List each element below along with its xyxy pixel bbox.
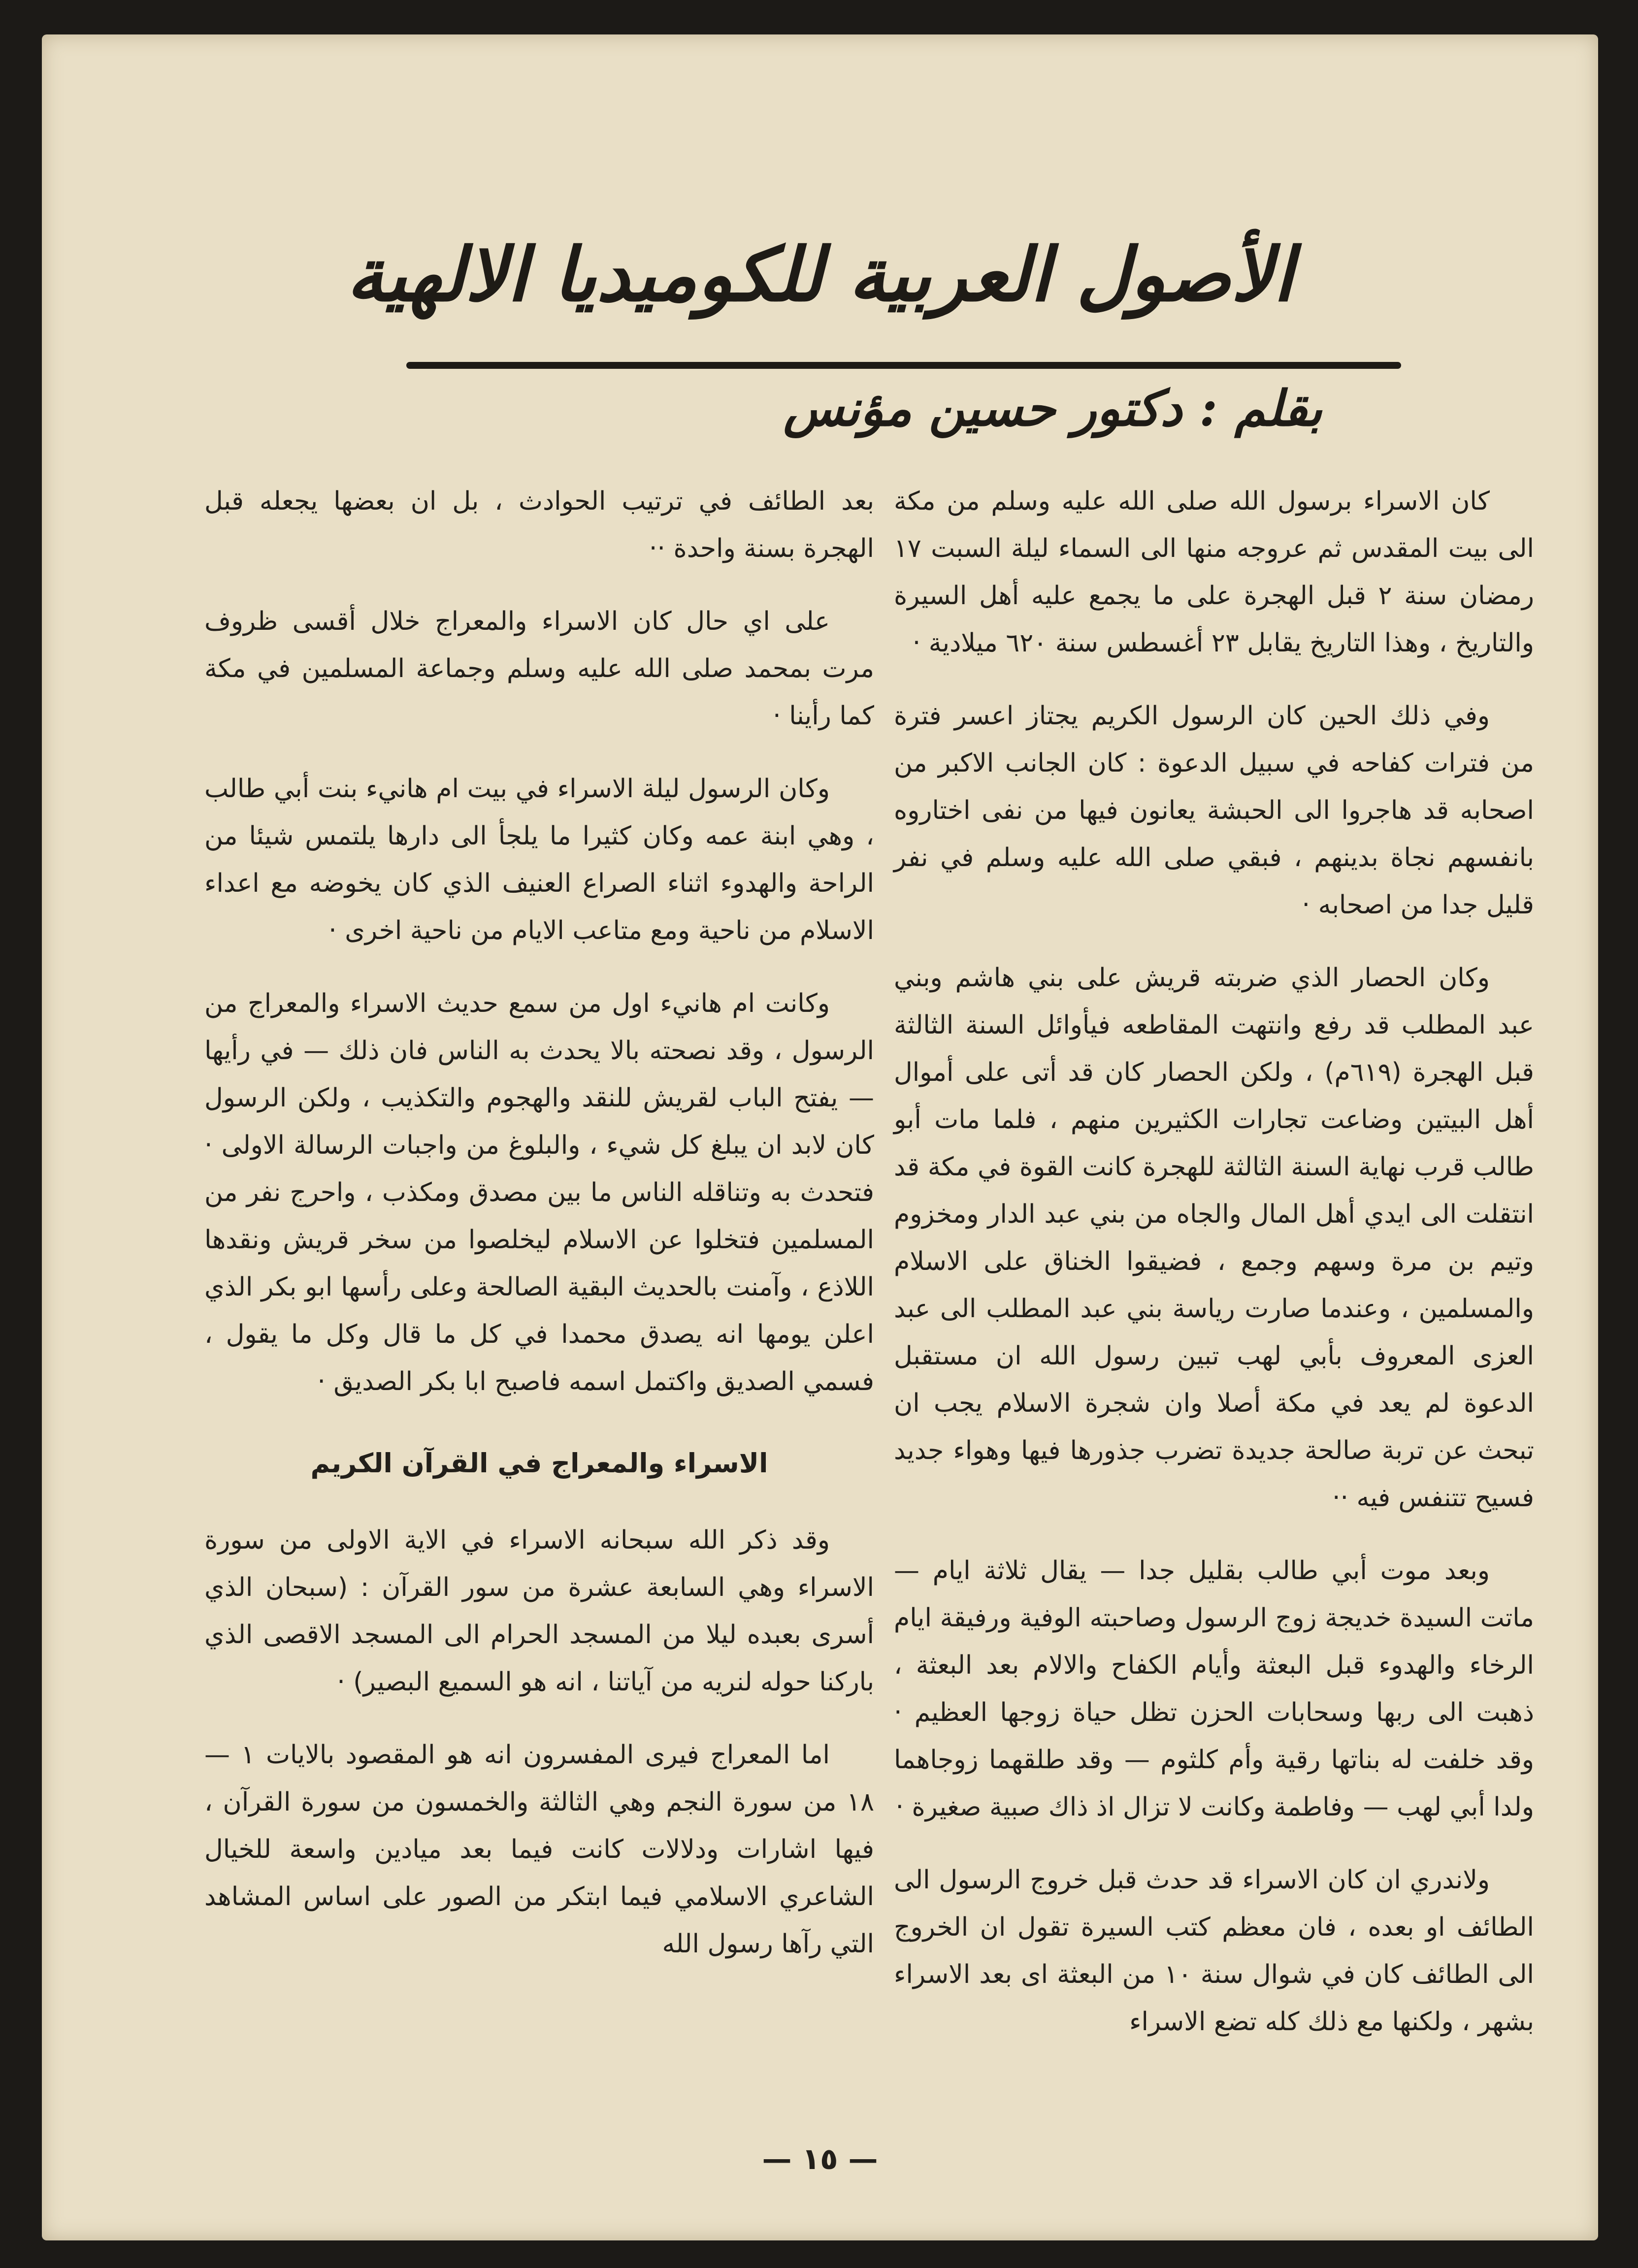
paragraph: وقد ذكر الله سبحانه الاسراء في الاية الاولى من سورة الاسراء وهي السابعة عشرة من سور القرآن : (سبحان الذي أسرى بعبده ليلا من المسجد الحرام الى المسجد الاقصى الذي باركنا حوله لنريه من آياتنا ، انه هو السميع البصير) ·: [204, 1525, 874, 1697]
article-title: الأصول العربية للكوميديا الالهية: [346, 231, 1294, 318]
title-underline: [406, 362, 1401, 369]
article-byline: بقلم : دكتور حسين مؤنس: [783, 379, 1322, 437]
paragraph: كان الاسراء برسول الله صلى الله عليه وسلم من مكة الى بيت المقدس ثم عروجه منها الى السماء ليلة السبت ١٧ رمضان سنة ٢ قبل الهجرة على ما يجمع عليه أهل السيرة والتاريخ ، وهذا التاريخ يقابل ٢٣ أغسطس سنة ٦٢٠ ميلادية ·: [894, 486, 1534, 658]
right-column: [894, 478, 1534, 2071]
paragraph: وكانت ام هانيء اول من سمع حديث الاسراء والمعراج من الرسول ، وقد نصحته بالا يحدث به الناس فان ذلك — في رأيها — يفتح الباب لقريش للنقد والهجوم والتكذيب ، ولكن الرسول كان لابد ان يبلغ كل شيء ، والبلوغ من واجبات الرسالة الاولى · فتحدث به وتناقله الناس ما بين مصدق ومكذب ، واحرج نفر من المسلمين فتخلوا عن الاسلام ليخلصوا من سخر قريش ونقدها اللاذع ، وآمنت بالحديث البقية الصالحة وعلى رأسها ابو بكر الذي اعلن يومها انه يصدق محمدا في كل ما قال وكل ما يقول ، فسمي الصديق واكتمل اسمه فاصبح ابا بكر الصديق ·: [204, 989, 874, 1396]
page-number: — ١٥ —: [762, 2142, 878, 2176]
paragraph: اما المعراج فيرى المفسرون انه هو المقصود بالايات ١ — ١٨ من سورة النجم وهي الثالثة والخمسون من سورة القرآن ، فيها اشارات ودلالات كانت فيما بعد ميادين واسعة للخيال الشاعري الاسلامي فيما ابتكر من الصور على اساس المشاهد التي رآها رسول الله: [204, 1740, 874, 1959]
section-subheading: الاسراء والمعراج في القرآن الكريم: [310, 1448, 768, 1479]
paragraph: ولاندري ان كان الاسراء قد حدث قبل خروج الرسول الى الطائف او بعده ، فان معظم كتب السيرة تقول ان الخروج الى الطائف كان في شوال سنة ١٠ من البعثة اى بعد الاسراء بشهر ، ولكنها مع ذلك كله تضع الاسراء: [894, 1865, 1534, 2037]
paragraph: بعد الطائف في ترتيب الحوادث ، بل ان بعضها يجعله قبل الهجرة بسنة واحدة ··: [204, 486, 874, 563]
paragraph: وبعد موت أبي طالب بقليل جدا — يقال ثلاثة ايام — ماتت السيدة خديجة زوج الرسول وصاحبته الوفية ورفيقة ايام الرخاء والهدوء قبل البعثة وأيام الكفاح والالام بعد البعثة ، ذهبت الى ربها وسحابات الحزن تظل حياة زوجها العظيم · وقد خلفت له بناتها رقية وأم كلثوم — وقد طلقهما زوجاهما ولدا أبي لهب — وفاطمة وكانت لا تزال اذ ذاك صبية صغيرة ·: [894, 1556, 1534, 1822]
left-column: [204, 478, 874, 1993]
paragraph: على اي حال كان الاسراء والمعراج خلال أقسى ظروف مرت بمحمد صلى الله عليه وسلم وجماعة المسلمين في مكة كما رأينا ·: [204, 607, 874, 731]
paragraph: وكان الحصار الذي ضربته قريش على بني هاشم وبني عبد المطلب قد رفع وانتهت المقاطعه فيأوائل السنة الثالثة قبل الهجرة (٦١٩م) ، ولكن الحصار كان قد أتى على أموال أهل البيتين وضاعت تجارات الكثيرين منهم ، فلما مات أبو طالب قرب نهاية السنة الثالثة للهجرة كانت القوة في مكة قد انتقلت الى ايدي أهل المال والجاه من بني عبد الدار ومخزوم وتيم بن مرة وسهم وجمع ، فضيقوا الخناق على الاسلام والمسلمين ، وعندما صارت رياسة بني عبد المطلب الى عبد العزى المعروف بأبي لهب تبين رسول الله ان مستقبل الدعوة لم يعد في مكة أصلا وان شجرة الاسلام يجب ان تبحث عن تربة صالحة جديدة تضرب جذورها فيها وهواء جديد فسيح تتنفس فيه ··: [894, 963, 1534, 1513]
magazine-page: [42, 34, 1598, 2240]
paragraph: وفي ذلك الحين كان الرسول الكريم يجتاز اعسر فترة من فترات كفاحه في سبيل الدعوة : كان الجانب الاكبر من اصحابه قد هاجروا الى الحبشة يعانون فيها من نفى اختاروه بانفسهم نجاة بدينهم ، فبقي صلى الله عليه وسلم في نفر قليل جدا من اصحابه ·: [894, 701, 1534, 920]
paragraph: وكان الرسول ليلة الاسراء في بيت ام هانيء بنت أبي طالب ، وهي ابنة عمه وكان كثيرا ما يلجأ الى دارها يلتمس شيئا من الراحة والهدوء اثناء الصراع العنيف الذي كان يخوضه مع اعداء الاسلام من ناحية ومع متاعب الايام من ناحية اخرى ·: [204, 774, 874, 945]
